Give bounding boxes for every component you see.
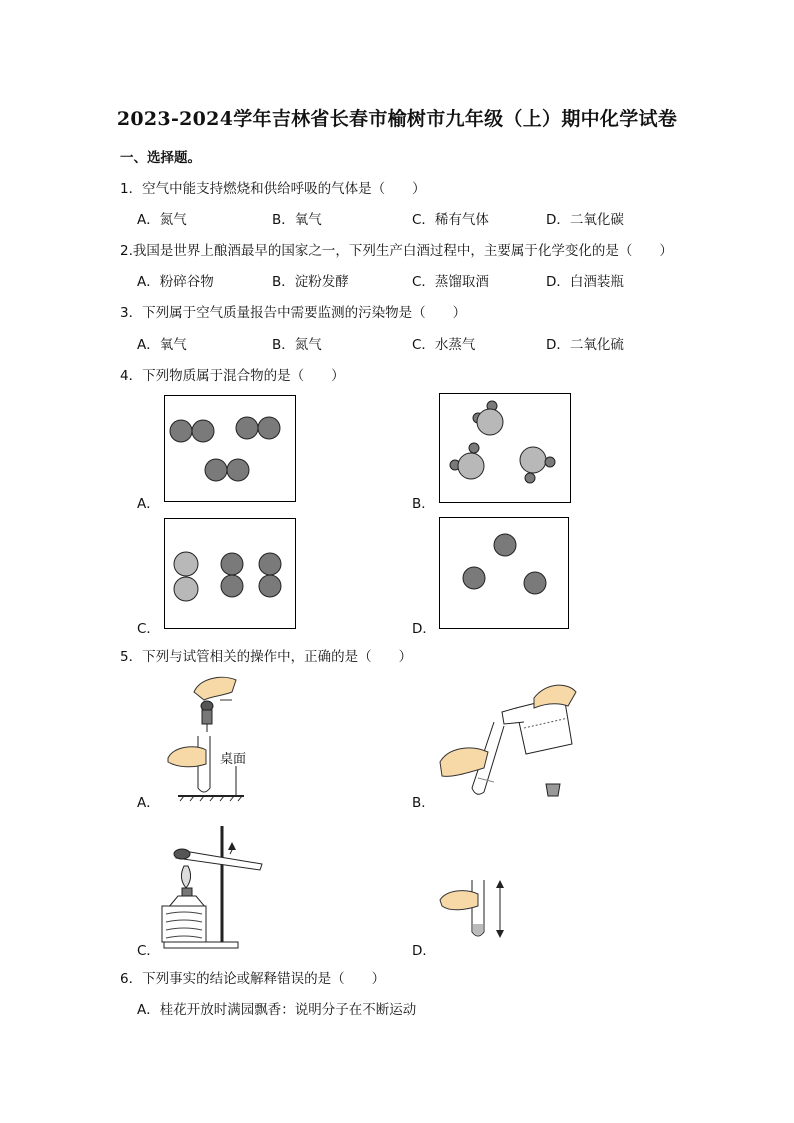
q5-option-a: A． — [137, 795, 160, 811]
shaking-illustration — [438, 876, 518, 946]
dropper-illustration — [160, 670, 280, 802]
question-6: 6．下列事实的结论或解释错误的是（ ） — [120, 971, 386, 987]
figure-heating-apparatus — [158, 818, 278, 952]
molecule-box-b — [439, 393, 571, 503]
question-3: 3．下列属于空气质量报告中需要监测的污染物是（ ） — [120, 305, 467, 321]
table-surface-label: 桌面 — [220, 752, 247, 767]
q3-option-c: C．水蒸气 — [412, 337, 476, 353]
q4-option-d: D． — [412, 621, 436, 637]
heating-illustration — [158, 818, 278, 952]
question-2: 2.我国是世界上酿酒最早的国家之一，下列生产白酒过程中，主要属于化学变化的是（ ） — [120, 243, 673, 259]
molecule-box-d — [439, 517, 569, 629]
figure-shaking-test-tube — [438, 876, 518, 946]
q3-option-d: D．二氧化硫 — [546, 337, 624, 353]
molecule-box-a — [164, 395, 296, 502]
molecule-diagram-d — [440, 518, 568, 628]
molecule-diagram-a — [165, 396, 295, 501]
figure-pouring-liquid — [438, 678, 578, 806]
q4-option-b: B． — [412, 496, 435, 512]
q1-option-a: A．氮气 — [137, 212, 187, 228]
molecule-box-c — [164, 518, 296, 629]
q2-option-d: D．白酒装瓶 — [546, 274, 624, 290]
q2-option-c: C．蒸馏取酒 — [412, 274, 489, 290]
molecule-diagram-b — [440, 394, 570, 502]
q4-option-a: A． — [137, 496, 160, 512]
q4-option-c: C． — [137, 621, 160, 637]
q5-option-d: D． — [412, 943, 436, 959]
molecule-diagram-c — [165, 519, 295, 628]
pouring-illustration — [438, 678, 578, 806]
question-4: 4．下列物质属于混合物的是（ ） — [120, 368, 345, 384]
figure-dropper-test-tube — [160, 670, 280, 802]
q3-option-a: A．氧气 — [137, 337, 187, 353]
page-title: 2023-2024学年吉林省长春市榆树市九年级（上）期中化学试卷 — [116, 108, 678, 130]
question-1: 1．空气中能支持燃烧和供给呼吸的气体是（ ） — [120, 181, 426, 197]
q2-option-a: A．粉碎谷物 — [137, 274, 214, 290]
section-heading: 一、选择题。 — [120, 150, 201, 166]
q6-option-a: A．桂花开放时满园飘香：说明分子在不断运动 — [137, 1002, 417, 1018]
question-5: 5．下列与试管相关的操作中，正确的是（ ） — [120, 649, 413, 665]
q1-option-d: D．二氧化碳 — [546, 212, 624, 228]
q3-option-b: B．氮气 — [272, 337, 322, 353]
q5-option-c: C． — [137, 943, 160, 959]
q1-option-c: C．稀有气体 — [412, 212, 489, 228]
q1-option-b: B．氧气 — [272, 212, 322, 228]
q2-option-b: B．淀粉发酵 — [272, 274, 349, 290]
q5-option-b: B． — [412, 795, 435, 811]
